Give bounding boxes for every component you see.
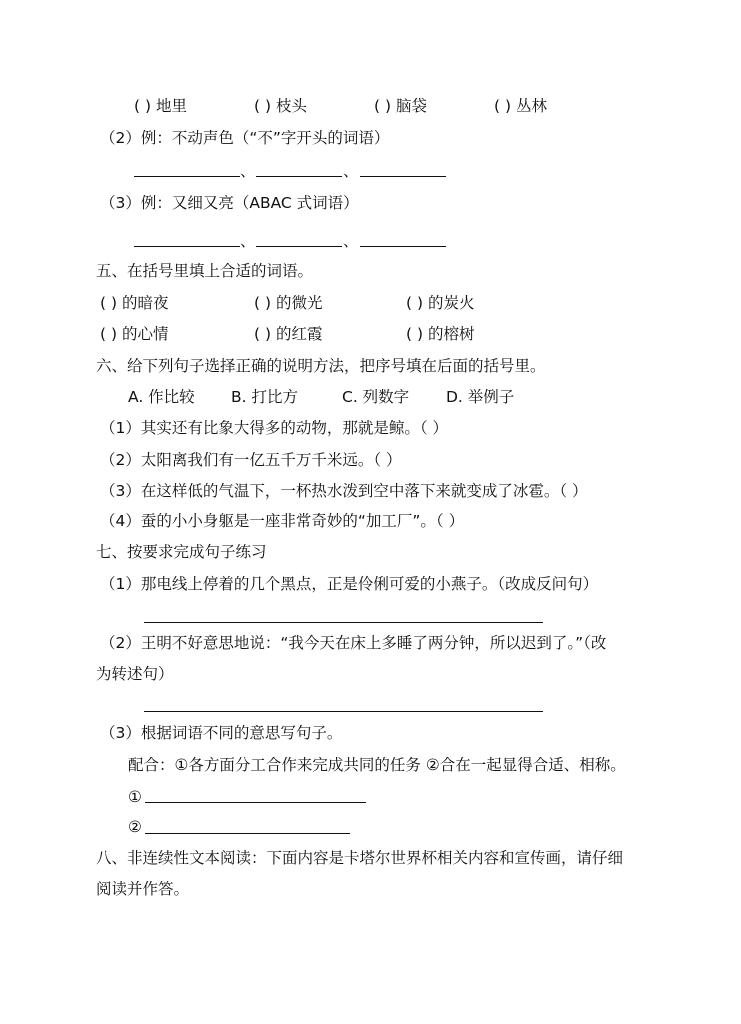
- answer-blank[interactable]: [360, 176, 446, 177]
- answer-line[interactable]: [145, 802, 366, 803]
- s6-options: [0, 386, 741, 408]
- s5-fill-item[interactable]: ( ) 的榕树: [406, 325, 475, 343]
- answer-line[interactable]: [145, 833, 350, 834]
- s7-item-2-cont: 为转述句）: [96, 665, 174, 683]
- s5-fill-item[interactable]: ( ) 的心情: [100, 325, 169, 343]
- answer-line[interactable]: [144, 622, 543, 623]
- s5-fill-item[interactable]: ( ) 的炭火: [406, 294, 475, 312]
- separator: 、: [240, 162, 256, 180]
- section-7-title: 七、按要求完成句子练习: [96, 543, 267, 561]
- s6-option: C. 列数字: [342, 388, 410, 406]
- answer-line[interactable]: [144, 711, 543, 712]
- separator: 、: [343, 232, 359, 250]
- s5-row: [0, 323, 741, 345]
- section-8-title: 八、非连续性文本阅读：下面内容是卡塔尔世界杯相关内容和宣传画，请仔细: [96, 849, 624, 867]
- section-8-title-cont: 阅读并作答。: [96, 880, 190, 898]
- q4-fill-item[interactable]: ( ) 丛林: [494, 97, 547, 115]
- s7-item-3: （3）根据词语不同的意思写句子。: [100, 724, 343, 742]
- s6-option: D. 举例子: [446, 388, 515, 406]
- separator: 、: [343, 162, 359, 180]
- section-5-title: 五、在括号里填上合适的词语。: [96, 262, 314, 280]
- s7-mark-2: ②: [128, 818, 142, 836]
- answer-blank[interactable]: [256, 176, 342, 177]
- s7-item-3-definition: 配合：①各方面分工合作来完成共同的任务 ②合在一起显得合适、相称。: [128, 756, 626, 774]
- answer-blank[interactable]: [360, 246, 446, 247]
- q4-item-3: （3）例：又细又亮（ABAC 式词语）: [100, 194, 359, 212]
- s6-option: A. 作比较: [128, 388, 195, 406]
- s6-item[interactable]: （4）蚕的小小身躯是一座非常奇妙的“加工厂”。（ ）: [100, 512, 465, 530]
- s7-item-1: （1）那电线上停着的几个黑点，正是伶俐可爱的小燕子。（改成反问句）: [100, 575, 599, 593]
- answer-blank[interactable]: [134, 176, 240, 177]
- section-6-title: 六、给下列句子选择正确的说明方法，把序号填在后面的括号里。: [96, 357, 546, 375]
- s5-fill-item[interactable]: ( ) 的微光: [254, 294, 323, 312]
- q4-fill-row: [0, 95, 741, 117]
- s5-fill-item[interactable]: ( ) 的暗夜: [100, 294, 169, 312]
- s6-option: B. 打比方: [231, 388, 298, 406]
- q4-fill-item[interactable]: ( ) 枝头: [254, 97, 307, 115]
- s6-item[interactable]: （2）太阳离我们有一亿五千万千米远。（ ）: [100, 451, 402, 469]
- s6-item[interactable]: （3）在这样低的气温下，一杯热水泼到空中落下来就变成了冰雹。（ ）: [100, 482, 588, 500]
- answer-blank[interactable]: [256, 246, 342, 247]
- s5-fill-item[interactable]: ( ) 的红霞: [254, 325, 323, 343]
- s7-item-2: （2）王明不好意思地说：“我今天在床上多睡了两分钟，所以迟到了。”（改: [100, 634, 607, 652]
- s7-mark-1: ①: [128, 788, 142, 806]
- q4-fill-item[interactable]: ( ) 脑袋: [374, 97, 427, 115]
- answer-blank[interactable]: [134, 246, 240, 247]
- s6-item[interactable]: （1）其实还有比象大得多的动物，那就是鲸。（ ）: [100, 419, 449, 437]
- q4-item-2: （2）例：不动声色（“不”字开头的词语）: [100, 129, 390, 147]
- separator: 、: [240, 232, 256, 250]
- s5-row: [0, 292, 741, 314]
- q4-fill-item[interactable]: ( ) 地里: [134, 97, 187, 115]
